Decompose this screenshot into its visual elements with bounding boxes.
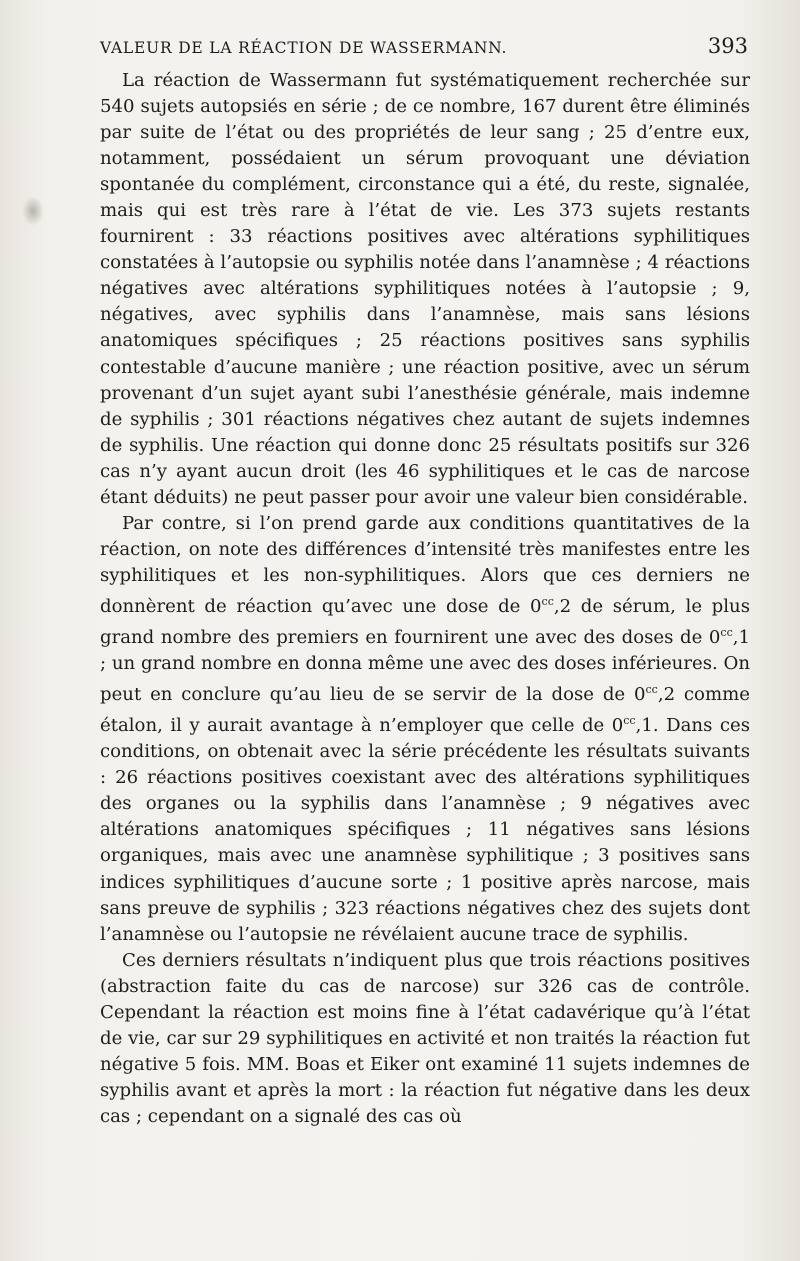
paragraph-3: Ces derniers résultats n’indiquent plus que trois réactions positives (abstraction faite du cas de narcose) sur 326 cas de contrôle. Cependant la réaction est moins fine à l’état cadavérique qu’à l’état de vie, car sur 29 syphilitiques en activité et non traités la réaction fut négative 5 fois. MM. Boas et Eiker ont examiné 11 sujets indemnes de syphilis avant et après la mort : la réaction fut négative dans les deux cas ; cependant on a signalé des cas où (100, 949, 750, 1127)
paragraph-2: Par contre, si l’on prend garde aux conditions quantitatives de la réaction, on note des différences d’intensité très manifestes entre les syphilitiques et les non-syphilitiques. Alors que ces derniers ne donnèrent de réaction qu’avec une dose de $0^{cc},2$ de sérum, le plus grand nombre des premiers en fournirent une avec des doses de $0^{cc},1$ ; un grand nombre en donna même une avec des doses inférieures. On peut en conclure qu’au lieu de se servir de la dose de $0^{cc},2$ comme étalon, il y aurait avantage à n’employer que celle de $0^{cc},1$. Dans ces conditions, on obtenait avec la série précédente les résultats suivants : 26 réactions positives coexistant avec des altérations syphilitiques des organes ou la syphilis dans l’anamnèse ; 9 négatives avec altérations anatomiques spécifiques ; 11 négatives sans lésions organiques, mais avec une anamnèse syphilitique ; 3 positives sans indices syphilitiques d’aucune sorte ; 1 positive après narcose, mais sans preuve de syphilis ; 323 réactions négatives chez des sujets dont l’anamnèse ou l’autopsie ne révélaient aucune trace de syphilis. (100, 512, 750, 945)
page-smudge (22, 196, 44, 226)
page-number: 393 (707, 34, 748, 58)
paragraph-1: La réaction de Wassermann fut systématiquement recherchée sur 540 sujets autopsiés en série ; de ce nombre, 167 durent être éliminés par suite de l’état ou des propriétés de leur sang ; 25 d’entre eux, notamment, possédaient un sérum provoquant une déviation spontanée du complément, circonstance qui a été, du reste, signalée, mais qui est très rare à l’état de vie. Les 373 sujets restants fournirent : 33 réactions positives avec altérations syphilitiques constatées à l’autopsie ou syphilis notée dans l’anamnèse ; 4 réactions négatives avec altérations syphilitiques notées à l’autopsie ; 9, négatives, avec syphilis dans l’anamnèse, mais sans lésions anatomiques spécifiques ; 25 réactions positives sans syphilis contestable d’aucune manière ; une réaction positive, avec un sérum provenant d’un sujet ayant subi l’anesthésie générale, mais indemne de syphilis ; 301 réactions négatives chez autant de sujets indemnes de syphilis. Une réaction qui donne donc 25 résultats positifs sur 326 cas n’y ayant aucun droit (les 46 syphilitiques et le cas de narcose étant déduits) ne peut passer pour avoir une valeur bien considérable. (100, 70, 750, 508)
page-header (100, 34, 748, 64)
running-head: VALEUR DE LA RÉACTION DE WASSERMANN. (100, 39, 508, 57)
body-text (100, 68, 750, 1130)
